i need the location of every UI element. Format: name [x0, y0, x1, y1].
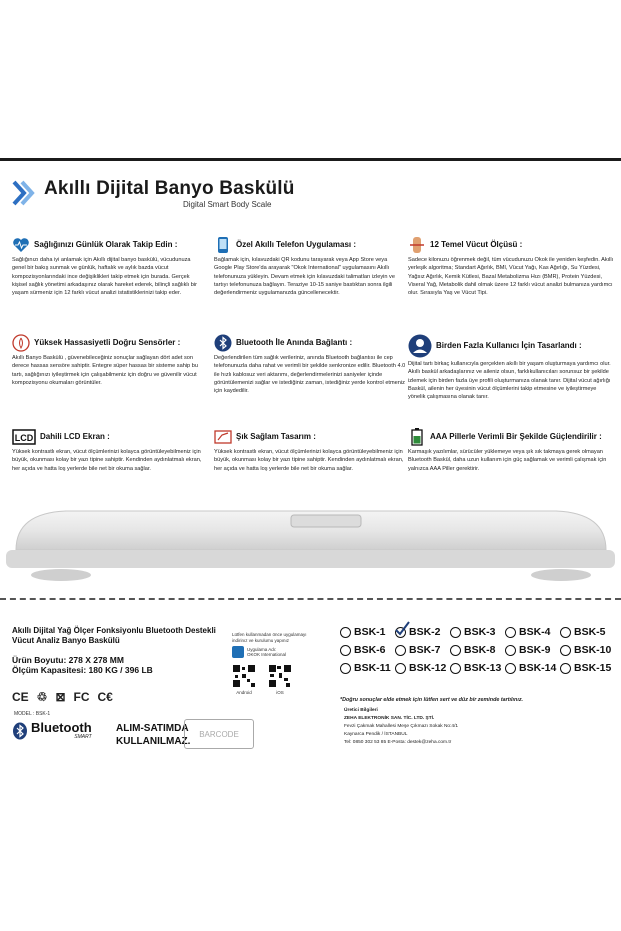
checked-circle-icon[interactable]: [395, 627, 406, 638]
brand-logo-icon: [12, 178, 38, 208]
bluetooth-logo-icon: [12, 722, 28, 740]
model-option[interactable]: [505, 644, 560, 656]
feature-body: Yüksek kontrastlı ekran, vücut ölçümlerinizi kolayca görüntüleyebilmeniz için büyük, okunması kolay bir yazı tipine sahiptir. Kendinden aydınlatmalı ekran, her açıda ve hatta loş yerlerde bile net bir okuma sağlar.: [12, 449, 202, 472]
weee-bin-icon: ⊠: [55, 690, 66, 704]
model-option[interactable]: [340, 644, 395, 656]
model-option-label: BSK-14: [519, 662, 557, 674]
model-option-label: BSK-11: [354, 662, 391, 674]
maker-address2: Kaynarca Pendik / İSTANBUL: [344, 732, 408, 737]
feature-title: Şık Sağlam Tasarım :: [236, 431, 316, 441]
circle-icon[interactable]: [395, 645, 406, 656]
feature-body: Akıllı Banyo Baskülü , güvenebileceğiniz sonuçlar sağlayan dört adet son derece hassas sensöre sahiptir. Entegre süper hassas bir sisteme sahip bu tartı, sağlığınızı iyileştirmek için çalışabilmeniz için doğru ve güvenilir vücut kompozisyonu okumaları görüntüler.: [12, 355, 198, 386]
model-option[interactable]: [340, 626, 395, 638]
model-option-label: BSK-9: [519, 644, 551, 656]
ios-label: iOS: [276, 689, 284, 695]
model-option[interactable]: [395, 626, 450, 638]
feature-title: Yüksek Hassasiyetli Doğru Sensörler :: [34, 337, 181, 347]
design-icon: [214, 428, 232, 446]
scale-image: [6, 505, 615, 585]
model-option-label: BSK-1: [354, 626, 386, 638]
fcc-mark-icon: FC: [73, 690, 90, 704]
feature-title: Özel Akıllı Telefon Uygulaması :: [236, 239, 357, 249]
maker-contact: Tel: 0850 302 53 85 E-Posta: destek@zeha.com.tr: [344, 740, 452, 745]
battery-icon: [408, 428, 426, 446]
feature-lcd: [12, 428, 204, 473]
product-size: Ürün Boyutu: 278 X 278 MM: [12, 655, 124, 665]
feature-smartphone-app: [214, 236, 406, 297]
model-option[interactable]: [395, 644, 450, 656]
circle-icon[interactable]: [450, 645, 461, 656]
circle-icon[interactable]: [340, 663, 351, 674]
manufacturer-info: [344, 707, 458, 747]
model-selector: [340, 626, 615, 674]
model-option[interactable]: [340, 662, 395, 674]
user-icon: [408, 334, 432, 358]
feature-body: Sadece kilonuzu öğrenmek değil, tüm vücudunuzu Okok ile yeniden keşfedin. Akıllı yerleşik algoritma; Standart Ağırlık, BMI, Vücut Yağı, Kas Ağırlığı, Su Yüzdesi, Yağsız Ağırlık, Kemik Kütlesi, Bazal Metabolizma Hızı (BMR), Protein Yüzdesi, Viseral Yağ, Metabolik dahil olmak üzere 12 farklı vücut analizi bulmanıza yardımcı olur. Sırasıyla Yaş ve Vücut Tipi.: [408, 257, 614, 297]
feature-12-measurements: [408, 236, 614, 297]
bluetooth-brand: Bluetooth: [31, 720, 92, 735]
circle-icon[interactable]: [505, 627, 516, 638]
feature-body: Dijital tartı birkaç kullanıcıyla gerçekten akıllı bir yaşam oluşturmaya yardımcı olur. Akıllı baskül arkadaşlarınız ve aileniz olsun, farklıkullanıcıları sorunsuz bir şekilde izlemek için birden fazla üye profili oluşturmanıza olanak tanır. Dijital vücut ağırlığı Baskül, ailenin her üyesinin vücut ölçümlerini takip etmesine ve iyileştirmeye yönelik çalışmasına olanak tanır.: [408, 361, 611, 401]
model-option[interactable]: [450, 644, 505, 656]
model-option-label: BSK-2: [409, 626, 441, 638]
feature-title: 12 Temel Vücut Ölçüsü :: [430, 239, 523, 249]
feature-bluetooth: [214, 334, 406, 395]
model-option-label: BSK-5: [574, 626, 606, 638]
feature-body: Değerlendirilen tüm sağlık verileriniz, anında Bluetooth bağlantısı ile cep telefonunuzla daha rahat ve verimli bir şekilde senkronize edilir. Bluetooth 4.0 ile hızlı kablosuz veri aktarımı, değerlendirmelerinizi saniyeler içinde görüntülemenizi sağlar ve istediğiniz zaman, istediğiniz yerde kontrol etmeniz için kaydedilir.: [214, 355, 406, 395]
model-option-label: BSK-4: [519, 626, 551, 638]
feature-title: Bluetooth İle Anında Bağlantı :: [236, 337, 353, 347]
app-label: Uygulama Adı:: [247, 646, 277, 652]
model-option[interactable]: [505, 662, 560, 674]
app-logo-icon: [232, 646, 244, 658]
feature-sensors: [12, 334, 204, 387]
bluetooth-smart: SMART: [74, 734, 92, 740]
model-option-label: BSK-10: [574, 644, 612, 656]
circle-icon[interactable]: [560, 645, 571, 656]
app-info: [232, 632, 322, 695]
product-capacity: Ölçüm Kapasitesi: 180 KG / 396 LB: [12, 665, 153, 675]
heart-pulse-icon: [12, 236, 30, 254]
ce-mark-icon: CE: [12, 690, 29, 704]
box-flap: [0, 0, 621, 150]
circle-icon[interactable]: [560, 663, 571, 674]
circle-icon[interactable]: [560, 627, 571, 638]
measurement-note: *Doğru sonuçlar elde etmek için lütfen sert ve düz bir zeminde tartılınız.: [340, 697, 524, 703]
certification-marks: [12, 690, 113, 704]
feature-design: [214, 428, 406, 473]
maker-address1: Fevzi Çakmak Mahallesi Meşe Çıkmazı Sokak No:4/1: [344, 724, 459, 729]
feature-title: Dahili LCD Ekran :: [40, 431, 110, 441]
body-measure-icon: [408, 236, 426, 254]
lcd-icon: [12, 428, 36, 446]
model-option[interactable]: [395, 662, 450, 674]
circle-icon[interactable]: [450, 627, 461, 638]
maker-heading: Üretici Bilgileri: [344, 708, 378, 713]
android-label: Android: [236, 689, 252, 695]
product-specs: [12, 655, 153, 675]
circle-icon[interactable]: [505, 663, 516, 674]
feature-body: Karmaşık yazılımlar, sürücüler yüklemeye veya şık sık takmaya gerek olmayan Bluetooth Baskül, daha uzun kullanım için güç sağlamak ve verimli çalışmak için yalnızca AAA Piller gerektirir.: [408, 449, 607, 472]
bluetooth-smart-logo: [12, 722, 92, 740]
qr-android-icon: [232, 664, 256, 688]
model-option[interactable]: [560, 644, 615, 656]
ce-mark-2-icon: C€: [97, 690, 113, 704]
maker-company: ZEHA ELEKTRONİK SAN. TİC. LTD. ŞTİ.: [344, 716, 435, 721]
circle-icon[interactable]: [340, 627, 351, 638]
model-option-label: BSK-8: [464, 644, 496, 656]
circle-icon[interactable]: [395, 663, 406, 674]
feature-multi-user: [408, 334, 614, 401]
model-option-label: BSK-7: [409, 644, 441, 656]
app-name: OKOK International: [247, 652, 287, 657]
model-option[interactable]: [450, 662, 505, 674]
bluetooth-icon: [214, 334, 232, 352]
model-option-label: BSK-3: [464, 626, 496, 638]
feature-body: Sağlığınızı daha iyi anlamak için Akıllı dijital banyo baskülü, vücudunuza genel bir bakış sunmak ve günlük, haftalık ve aylık bazda vücut kompozisyonlarındaki ince değişiklikleri takip etmek için burada. Gerçek kişisel sağlık yönetimi arkadaşınız olarak hareket ederek, bilinçli sağlıklı bir yaşam sürmeniz için 12 farklı vücut analizi istatistiklerinizi takip eder.: [12, 257, 197, 297]
recycle-icon: ♲: [36, 690, 48, 704]
barcode-placeholder: BARCODE: [184, 719, 254, 749]
model-label: MODEL : BSK-1: [14, 711, 51, 717]
qr-ios-icon: [268, 664, 292, 688]
model-option-label: BSK-15: [574, 662, 612, 674]
feature-battery: [408, 428, 614, 473]
model-option-label: BSK-6: [354, 644, 386, 656]
svg-text:LCD: LCD: [14, 433, 34, 443]
model-option[interactable]: [560, 662, 615, 674]
feature-body: Bağlamak için, kılavuzdaki QR kodunu tarayarak veya App Store veya Google Play Store'da arayarak "Okok International" uygulamasını Akıllı telefonunuza yükleyin. Devam etmek için kılavuzdaki talimatları izleyin ve tartıyı telefonunuza bağlayın. Teraziye 10-15 saniye bastıktan sonra ilgili değerlendirmeniz uygulamanızda güncellenecektir.: [214, 257, 395, 297]
feature-title: Sağlığınızı Günlük Olarak Takip Edin :: [34, 239, 178, 249]
model-option[interactable]: [560, 626, 615, 638]
smartphone-icon: [214, 236, 232, 254]
model-option[interactable]: [450, 626, 505, 638]
feature-title: AAA Pillerle Verimli Bir Şekilde Güçlendirilir :: [430, 431, 602, 441]
feature-body: Yüksek kontrastlı ekran, vücut ölçümlerinizi kolayca görüntüleyebilmeniz için büyük, okunması kolay bir yazı tipine sahiptir. Kendinden aydınlatmalı ekran, her açıda ve hatta loş yerlerde bile net bir okuma sağlar.: [214, 449, 404, 472]
sensor-icon: [12, 334, 30, 352]
model-option[interactable]: [505, 626, 560, 638]
model-option-label: BSK-12: [409, 662, 447, 674]
model-option-label: BSK-13: [464, 662, 502, 674]
sale-notice-line2: KULLANILMAZ.: [116, 736, 191, 747]
circle-icon[interactable]: [505, 645, 516, 656]
sale-notice: [116, 722, 190, 748]
page-title: Akıllı Dijital Banyo Baskülü: [44, 178, 295, 199]
app-intro: Lütfen kullanmadan önce uygulamayı indirinız ve kurulumu yapınız: [232, 632, 307, 643]
circle-icon[interactable]: [340, 645, 351, 656]
sale-notice-line1: ALIM-SATIMDA: [116, 723, 189, 734]
product-name: Akıllı Dijital Yağ Ölçer Fonksiyonlu Bluetooth Destekli Vücut Analiz Banyo Baskülü: [12, 626, 216, 645]
circle-icon[interactable]: [450, 663, 461, 674]
feature-title: Birden Fazla Kullanıcı İçin Tasarlandı :: [436, 340, 582, 350]
feature-daily-health: [12, 236, 204, 297]
page-subtitle: Digital Smart Body Scale: [183, 200, 272, 209]
